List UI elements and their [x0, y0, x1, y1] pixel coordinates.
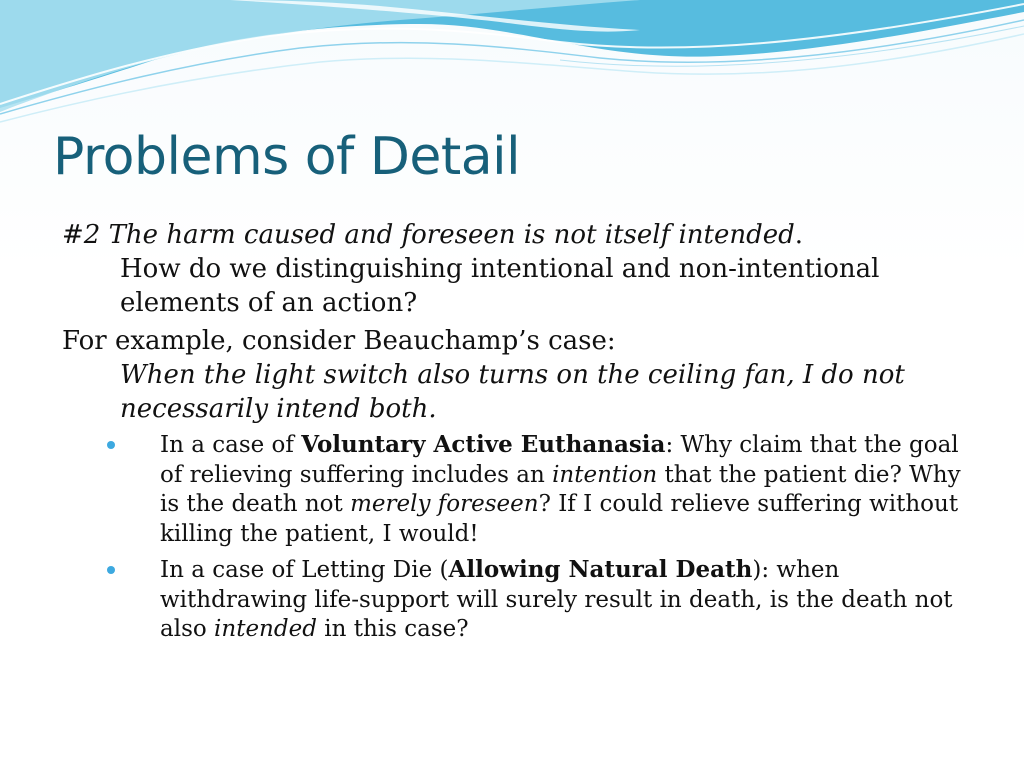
point-harm-not-intended	[62, 218, 982, 252]
bullet-list	[62, 430, 982, 645]
point-harm-text: #2 The harm caused and foreseen is not itself intended	[62, 220, 795, 250]
point-harm-period: .	[794, 220, 804, 250]
bullet-italic-term: intended	[214, 616, 317, 642]
bullet-dot-icon	[107, 566, 115, 574]
bullet-italic-term: merely foreseen	[350, 491, 539, 517]
header-wave-decoration	[0, 0, 1024, 130]
question-distinguishing: How do we distinguishing intentional and non-intentional elements of an action?	[120, 254, 880, 318]
bullet-italic-term: intention	[552, 461, 658, 488]
bullet-dot-icon	[107, 441, 115, 449]
example-intro: For example, consider Beauchamp’s case:	[62, 326, 616, 356]
slide-body	[62, 218, 982, 651]
bullet-text: ? If I could relieve suffering without killing the patient, I would!	[160, 491, 959, 547]
bullet-bold-term: Allowing Natural Death	[448, 556, 753, 583]
slide-title: Problems of Detail	[53, 127, 521, 187]
bullet-text: : Why claim that the goal of relieving suffering includes an	[160, 432, 959, 488]
bullet-text: In a case of	[160, 432, 302, 458]
bullet-voluntary-euthanasia	[62, 430, 982, 549]
bullet-text: that the patient die? Why is the death not	[160, 461, 961, 517]
example-light-switch: When the light switch also turns on the ceiling fan, I do not necessarily intend both.	[120, 360, 905, 424]
bullet-text: in this case?	[316, 616, 469, 642]
bullet-text: ): when withdrawing life-support will surely result in death, is the death not also	[160, 557, 953, 642]
bullet-bold-term: Voluntary Active Euthanasia	[301, 431, 666, 458]
bullet-letting-die	[62, 555, 982, 645]
bullet-text: In a case of Letting Die (	[160, 557, 449, 583]
